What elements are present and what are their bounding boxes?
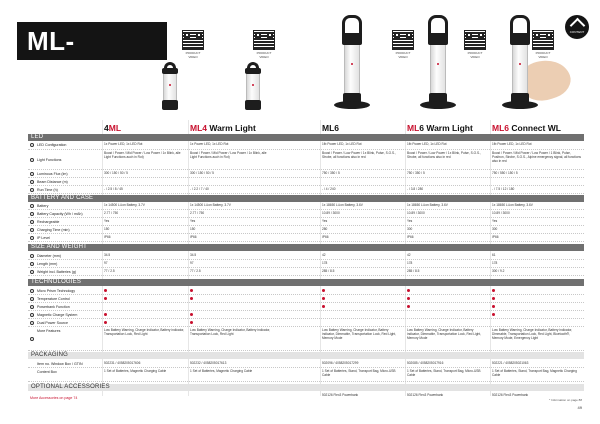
row-label: Charging Time (min) (37, 228, 70, 232)
feature-bullet (492, 313, 495, 316)
footnote: * Information on page 88 (549, 398, 582, 402)
qr-icon (253, 30, 275, 50)
row-label: Light Functions (37, 158, 62, 162)
lumen-icon (30, 172, 34, 176)
cell: 280 (322, 227, 328, 231)
cell: 750 / 350 / 5 (407, 171, 425, 175)
feature-bullet (104, 313, 107, 316)
feature-bullet (104, 321, 107, 324)
cell: - / 4 / 240 (322, 187, 336, 191)
row-content-box (28, 368, 584, 382)
cell: - / 3.8 / 280 (407, 187, 424, 191)
product-name-part: ML (108, 123, 122, 133)
cell: 97 (190, 261, 194, 265)
ml6-lamp-image (332, 15, 372, 115)
qr-icon (464, 30, 486, 50)
cell: Low Battery Warning, Charge Indicator, Battery indicator, Transportation Lock, Red Light (104, 328, 185, 336)
section-led: LED (28, 134, 584, 141)
cell: 34.5 (104, 253, 111, 257)
row-item-no (28, 360, 584, 368)
feature-bullet (407, 305, 410, 308)
row-beam-distance (28, 178, 584, 186)
product-name-part: Warm Light (207, 123, 256, 133)
powerbank-icon (30, 305, 34, 309)
content-badge-label: CONTENT (569, 30, 585, 34)
feature-bullet (190, 313, 193, 316)
cell: Yes (492, 219, 498, 223)
light-functions-icon (30, 158, 34, 162)
diameter-icon (30, 254, 34, 258)
led-icon (30, 143, 34, 147)
recharge-icon (30, 220, 34, 224)
cell: 502085 / 4058205017916 (407, 361, 444, 365)
row-label: More Features (37, 329, 61, 333)
cell: 77 / 2.5 (190, 269, 201, 273)
row-label: LED Configuration (37, 143, 67, 147)
feature-bullet (322, 297, 325, 300)
dual-power-icon (30, 321, 34, 325)
row-label: Battery Capacity (Wh / mAh) (37, 212, 83, 216)
ml4-lamp-image (160, 62, 180, 112)
cell: 502221 / 4058205021063 (492, 361, 529, 365)
cell: IP66 (322, 235, 329, 239)
cell: 42 (322, 253, 326, 257)
row-label: Weight incl. Batteries (g) (37, 270, 77, 274)
cell: Yes (407, 219, 413, 223)
qr-caption: PRODUCT VIDEO (535, 51, 551, 59)
cell: - / 2.2 / 7 / 40 (190, 187, 209, 191)
row-optional (28, 392, 584, 400)
cell: 1x Power LED, 1x LED Rot (190, 142, 229, 146)
content-badge[interactable] (565, 15, 589, 39)
cell: 502232 / 4058205017613 (190, 361, 227, 365)
cell: 1fb Power LED, 1x LED Rot (322, 142, 362, 146)
cell: 1x 18650 Li-ion Battery, 3.6V (322, 203, 363, 207)
feature-bullet (190, 297, 193, 300)
qr-caption: PRODUCT VIDEO (256, 51, 272, 59)
product-name-part: Connect WL (509, 123, 561, 133)
product-name-part: ML4 (190, 123, 207, 133)
row-label: IP Level (37, 236, 50, 240)
row-led-config (28, 141, 584, 150)
battery-icon (30, 204, 34, 208)
cell: Boost / Power / Low Power / 1x Blink, Pulse, S.O.S., Strobe, all functions also in red (322, 151, 396, 159)
cell: 1fb Power LED, 1x LED Rot (407, 142, 447, 146)
cell: Yes (322, 219, 328, 223)
row-label: Micro Prism Technology (37, 289, 76, 293)
ml6cwl-lamp-image (500, 15, 540, 115)
row-dual-power (28, 319, 584, 327)
clock-icon (30, 188, 34, 192)
more-features-icon (30, 337, 34, 341)
cell: 1x 14500 Li-ion Battery, 3.7V (104, 203, 145, 207)
cell: 1 Set of Batteries, Stand, Transport Bag, Micro-USB Cable (322, 369, 396, 377)
row-label: Run Time (h) (37, 188, 58, 192)
row-label: Temperature Control (37, 297, 70, 301)
row-rechargeable (28, 218, 584, 226)
feature-bullet (492, 305, 495, 308)
cell: 150 (190, 227, 196, 231)
cell: Low Battery Warning, Charge Indicator, Battery indicator, Dimmable, Transportation Lock, Red Light, Memory Mode (407, 328, 482, 340)
product-name-part: ML (407, 123, 420, 133)
cell: 502126 Flex3 Powerbank (407, 393, 444, 397)
cell: 285 / 8.5 (407, 269, 420, 273)
row-powerbank (28, 303, 584, 311)
cell: 300 / 9.2 (492, 269, 505, 273)
cell: - / 2.5 / 8 / 45 (104, 187, 123, 191)
feature-bullet (492, 289, 495, 292)
feature-bullet (190, 289, 193, 292)
row-label: Luminous Flux (lm) (37, 172, 68, 176)
charging-time-icon (30, 228, 34, 232)
row-light-functions (28, 150, 584, 170)
feature-bullet (492, 297, 495, 300)
cell: Boost / Power / Mid Power / Low Power / 1x Blink, alle Light Functions auch in Rot) (190, 151, 267, 159)
product-name-part: ML6 (492, 123, 509, 133)
qr-caption: PRODUCT VIDEO (395, 51, 411, 59)
magnet-icon (30, 313, 34, 317)
length-icon (30, 262, 34, 266)
cell: IP66 (492, 235, 499, 239)
cell: 300 (407, 227, 413, 231)
cell: 10.89 / 3000 (407, 211, 425, 215)
cell: 1x 18650 Li-ion Battery, 3.6V (407, 203, 448, 207)
temperature-icon (30, 297, 34, 301)
product-name-ml6cwl (492, 123, 561, 133)
cell: 150 (104, 227, 110, 231)
product-name-ml4 (104, 123, 121, 133)
feature-bullet (104, 297, 107, 300)
cell: 10.89 / 3000 (322, 211, 340, 215)
cell: 300 (492, 227, 498, 231)
section-packaging: PACKAGING (28, 352, 584, 359)
section-size: SIZE AND WEIGHT (28, 244, 584, 251)
section-optional: OPTIONAL ACCESSORIES (28, 384, 584, 391)
row-battery (28, 202, 584, 210)
cell: 178 (407, 261, 413, 265)
cell: 2.77 / 750 (190, 211, 205, 215)
cell: 1x 18650 Li-ion Battery, 3.6V (492, 203, 533, 207)
product-name-part: ML6 (322, 123, 339, 133)
ml4wl-lamp-image (243, 62, 263, 112)
qr-code-ml6[interactable] (392, 30, 414, 59)
feature-bullet (322, 305, 325, 308)
cell: Boost / Power / Low Power / 1x Blink, Pulse, S.O.S., Strobe, all functions also in red (407, 151, 481, 159)
page-title: ML-SERIES (17, 22, 167, 60)
cell: Yes (190, 219, 196, 223)
row-label: Dual Power Source (37, 321, 68, 325)
cell: 1 Set of Batteries, Stand, Transport Bag, Magnetic Charging Cable (492, 369, 577, 377)
weight-icon (30, 270, 34, 274)
cell: 61 (492, 253, 496, 257)
cell: 285 / 8.5 (322, 269, 335, 273)
cell: IP66 (407, 235, 414, 239)
qr-icon (182, 30, 204, 50)
row-label: Battery (37, 204, 49, 208)
cell: 42 (407, 253, 411, 257)
cell: 502126 Flex3 Powerbank (492, 393, 529, 397)
cell: Boost / Power / Mid Power / Low Power / 1 Blink, Pulse, Positron, Strobe, S.O.S., Alpine emergency signal, all functions also in red (492, 151, 581, 163)
row-magnetic-charge (28, 311, 584, 319)
row-diameter (28, 252, 584, 260)
row-label: Powerbank Function (37, 305, 70, 309)
cell: 502126 Flex3 Powerbank (322, 393, 359, 397)
row-micro-prism (28, 287, 584, 295)
row-run-time (28, 186, 584, 194)
section-technologies: TECHNOLOGIES (28, 279, 584, 286)
cell: IP66 (104, 235, 111, 239)
cell: 34.5 (190, 253, 197, 257)
cell: 10.89 / 3000 (492, 211, 510, 215)
qr-caption: PRODUCT VIDEO (467, 51, 483, 59)
section-battery: BATTERY AND CASE (28, 195, 584, 202)
cell: 1fb Power LED, 1x LED Rot (492, 142, 532, 146)
qr-icon (392, 30, 414, 50)
page-number: 49 (577, 405, 582, 410)
cell: 178 (322, 261, 328, 265)
cell: 1 Set of Batteries, Stand, Transport Bag, Micro-USB Cable (407, 369, 481, 377)
feature-bullet (104, 289, 107, 292)
cell: Boost / Power / Mid Power / Low Power / 1x Blink, alle Light Functions auch in Rot) (104, 151, 181, 159)
row-label: Magnetic Charge System (37, 313, 78, 317)
row-label: Length (mm) (37, 262, 58, 266)
row-luminous-flux (28, 170, 584, 178)
cell: 750 / 350 / 5 (322, 171, 340, 175)
row-label: Beam Distance (m) (37, 180, 68, 184)
cell: 300 / 150 / 50 / 5 (190, 171, 214, 175)
cell: 97 (104, 261, 108, 265)
row-ip-level (28, 234, 584, 242)
cell: 178 (492, 261, 498, 265)
row-weight (28, 268, 584, 276)
row-charging-time (28, 226, 584, 234)
beam-icon (30, 180, 34, 184)
ip-icon (30, 236, 34, 240)
cell: 300 / 150 / 50 / 5 (104, 171, 128, 175)
cell: 750 / 550 / 150 / 5 (492, 171, 518, 175)
cell: 1 Set of Batteries, Magnetic Charging Cable (104, 369, 167, 373)
product-name-part: 6 Warm Light (419, 123, 473, 133)
feature-bullet (407, 289, 410, 292)
cell: 1x 14500 Li-ion Battery, 3.7V (190, 203, 231, 207)
cell: Low Battery Warning, Charge Indicator, Battery indicator, Transportation Lock, Red Light (190, 328, 271, 336)
cell: 77 / 2.5 (104, 269, 115, 273)
cell: - / 7.5 / 12 / 180 (492, 187, 515, 191)
cell: 1x Power LED, 1x LED Rot (104, 142, 143, 146)
ml6wl-lamp-image (418, 15, 458, 115)
product-name-ml6wl (407, 123, 473, 133)
cell: IP66 (190, 235, 197, 239)
prism-icon (30, 289, 34, 293)
product-name-ml6 (322, 123, 339, 133)
feature-bullet (407, 297, 410, 300)
row-battery-capacity (28, 210, 584, 218)
qr-code-ml4[interactable] (182, 30, 204, 59)
row-length (28, 260, 584, 268)
row-label: Rechargeable (37, 220, 60, 224)
row-label: Diameter (mm) (37, 254, 61, 258)
cell: 2.77 / 750 (104, 211, 119, 215)
more-accessories-link[interactable]: More Accessories on page 74 (30, 396, 78, 400)
feature-bullet (190, 321, 193, 324)
cell: Low Battery Warning, Charge Indicator, Battery indicator, Dimmable, Transportation Lock, Red Light, Memory Mode (322, 328, 397, 340)
qr-caption: PRODUCT VIDEO (185, 51, 201, 59)
row-label: Item no. Window Box / GTIN (37, 362, 83, 366)
row-label: Content Box (37, 370, 57, 374)
cell: 1 Set of Batteries, Magnetic Charging Cable (190, 369, 253, 373)
cell: 502231 / 4058205017606 (104, 361, 141, 365)
feature-bullet (322, 289, 325, 292)
cell: 502096 / 4058205017299 (322, 361, 359, 365)
row-temperature-control (28, 295, 584, 303)
row-more-features (28, 327, 584, 351)
cell: Yes (104, 219, 110, 223)
battery-capacity-icon (30, 212, 34, 216)
product-name-ml4wl (190, 123, 256, 133)
cell: Low Battery Warning, Charge Indicator, Battery indicator, Dimmable, Transportation Lock, Red Light, Bluetooth®, Memory Mode, Emergency Light (492, 328, 573, 340)
qr-code-ml6wl[interactable] (464, 30, 486, 59)
qr-code-ml4wl[interactable] (253, 30, 275, 59)
product-name-part: 4 (104, 123, 109, 133)
